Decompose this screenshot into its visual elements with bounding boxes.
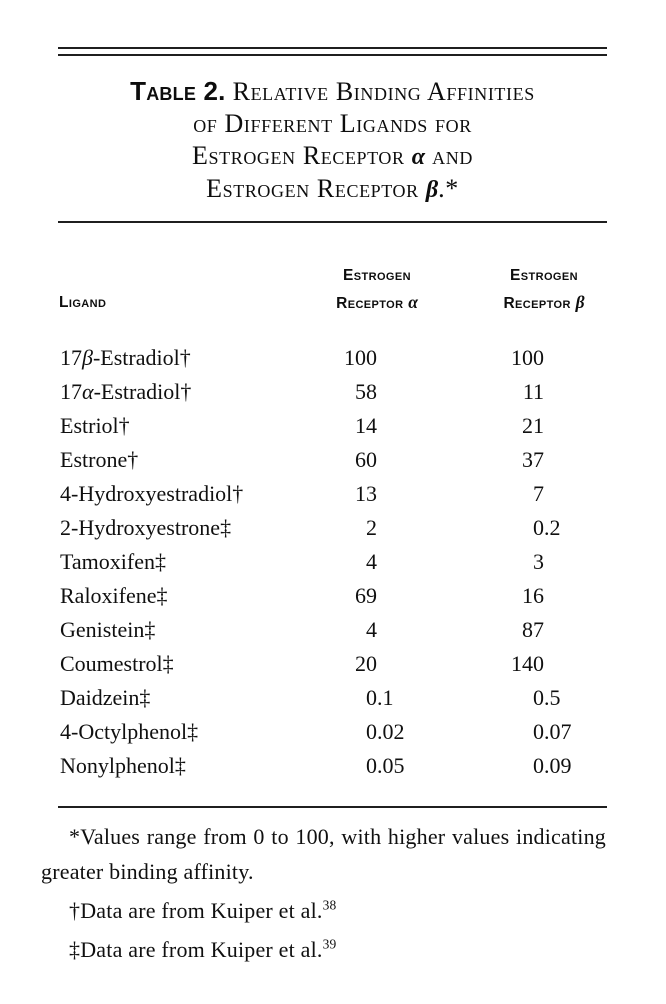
ligand-name: Coumestrol‡ [60, 651, 174, 676]
value-receptor-alpha: 4 [366, 617, 377, 642]
value-receptor-alpha: 60 [355, 447, 377, 472]
value-receptor-beta: 16 [522, 583, 544, 608]
double-dagger-marker: ‡ [69, 937, 81, 962]
ligand-name: Daidzein‡ [60, 685, 151, 710]
column-header-text: Receptor [336, 295, 404, 312]
value-receptor-beta: 3 [533, 549, 544, 574]
value-receptor-alpha: 58 [355, 379, 377, 404]
column-header-line [336, 262, 418, 289]
reference-number: 39 [322, 936, 337, 952]
table-row [58, 681, 607, 715]
table-row [58, 579, 607, 613]
column-header-text: Estrogen [510, 267, 578, 284]
title-line-1 [58, 75, 607, 108]
table-row [58, 477, 607, 511]
title-text: .* [438, 174, 459, 203]
beta-symbol: β [575, 292, 585, 312]
reference-number: 38 [322, 897, 337, 913]
value-receptor-beta: 0.2 [533, 515, 561, 540]
table-row [58, 443, 607, 477]
ligand-name: Estrone† [60, 447, 139, 472]
alpha-symbol: α [408, 292, 418, 312]
footnote-dagger [41, 893, 606, 928]
value-receptor-beta: 37 [522, 447, 544, 472]
ligand-name: 17α-Estradiol† [60, 379, 192, 404]
asterisk-marker: * [69, 824, 81, 849]
beta-symbol: β [425, 177, 439, 203]
ligand-name: 17β-Estradiol† [60, 345, 191, 370]
value-receptor-beta: 7 [533, 481, 544, 506]
ligand-name: Raloxifene‡ [60, 583, 168, 608]
alpha-symbol: α [411, 144, 426, 170]
table-row [58, 511, 607, 545]
table-row [58, 749, 607, 783]
table-body [58, 341, 607, 783]
table-row [58, 341, 607, 375]
table-bottom-rule [58, 806, 607, 808]
column-header-estrogen-receptor-beta [503, 262, 584, 317]
footnote-values-range [41, 819, 606, 889]
footnote-double-dagger [41, 932, 606, 967]
footnote-text: Data are from Kuiper et al. [80, 898, 323, 923]
table-row [58, 647, 607, 681]
value-receptor-alpha: 69 [355, 583, 377, 608]
ligand-name: Genistein‡ [60, 617, 156, 642]
title-text: of Different Ligands for [193, 109, 472, 138]
title-line-3 [58, 140, 607, 173]
ligand-name: 2-Hydroxyestrone‡ [60, 515, 232, 540]
table-header-rule [58, 221, 607, 223]
title-line-2 [58, 108, 607, 140]
table-row [58, 409, 607, 443]
column-header-text: Estrogen [343, 267, 411, 284]
value-receptor-beta: 0.07 [533, 719, 572, 744]
title-text: and [432, 141, 473, 170]
value-receptor-beta: 100 [511, 345, 544, 370]
value-receptor-beta: 140 [511, 651, 544, 676]
ligand-name: 4-Octylphenol‡ [60, 719, 199, 744]
column-header-line [503, 289, 584, 317]
column-header-estrogen-receptor-alpha [336, 262, 418, 317]
value-receptor-beta: 0.5 [533, 685, 561, 710]
footnotes [41, 819, 606, 967]
value-receptor-alpha: 13 [355, 481, 377, 506]
value-receptor-alpha: 100 [344, 345, 377, 370]
value-receptor-beta: 0.09 [533, 753, 572, 778]
value-receptor-beta: 87 [522, 617, 544, 642]
ligand-name: Estriol† [60, 413, 130, 438]
title-line-4 [58, 173, 607, 206]
value-receptor-alpha: 4 [366, 549, 377, 574]
table-row [58, 613, 607, 647]
value-receptor-alpha: 0.1 [366, 685, 394, 710]
value-receptor-beta: 11 [522, 379, 544, 404]
footnote-text: Values range from 0 to 100, with higher values indicating greater binding affinity. [41, 824, 606, 884]
table-row [58, 545, 607, 579]
value-receptor-beta: 21 [522, 413, 544, 438]
footnote-text: Data are from Kuiper et al. [80, 937, 323, 962]
ligand-name: Nonylphenol‡ [60, 753, 186, 778]
title-text: Estrogen Receptor [206, 174, 419, 203]
table-row [58, 375, 607, 409]
value-receptor-alpha: 14 [355, 413, 377, 438]
table-number-label: Table 2. [130, 76, 226, 106]
ligand-name: 4-Hydroxyestradiol† [60, 481, 244, 506]
column-header-line [336, 289, 418, 317]
value-receptor-alpha: 0.02 [366, 719, 405, 744]
table-row [58, 715, 607, 749]
title-text: Estrogen Receptor [192, 141, 405, 170]
dagger-marker: † [69, 898, 81, 923]
ligand-name: Tamoxifen‡ [60, 549, 166, 574]
table-title [58, 75, 607, 206]
title-text: Relative Binding Affinities [232, 77, 535, 106]
value-receptor-alpha: 2 [366, 515, 377, 540]
table-top-double-rule [58, 47, 607, 56]
column-header-line [503, 262, 584, 289]
column-header-text: Receptor [503, 295, 571, 312]
column-header-ligand: Ligand [59, 294, 107, 311]
value-receptor-alpha: 0.05 [366, 753, 405, 778]
value-receptor-alpha: 20 [355, 651, 377, 676]
